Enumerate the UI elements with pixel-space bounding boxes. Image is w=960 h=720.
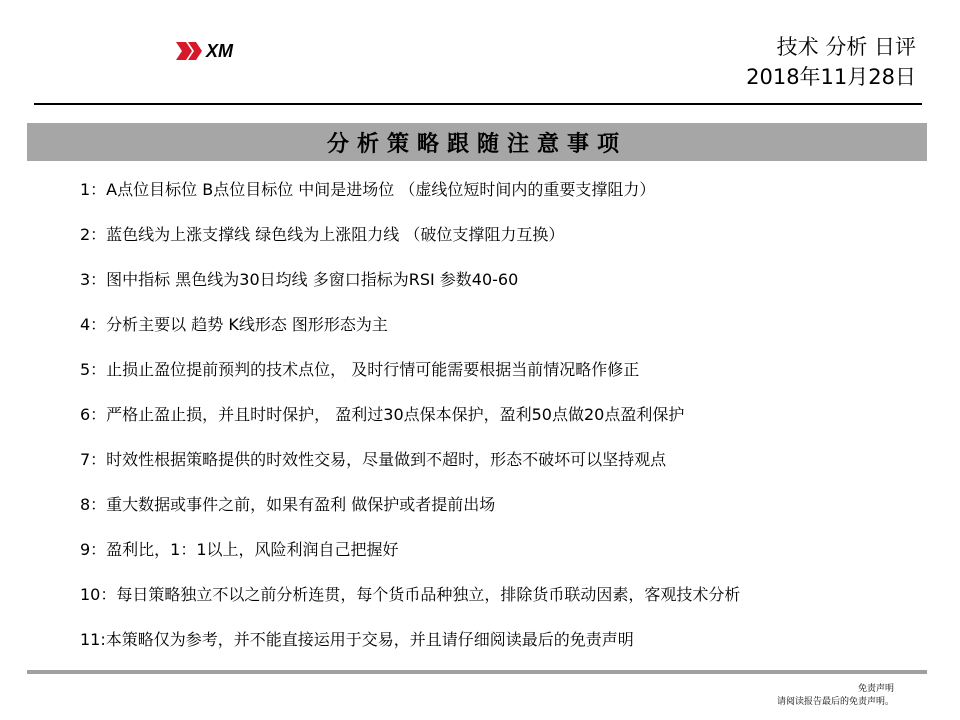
list-item: 1：A点位目标位 B点位目标位 中间是进场位 （虚线位短时间内的重要支撑阻力） bbox=[80, 180, 656, 199]
list-item: 3：图中指标 黑色线为30日均线 多窗口指标为RSI 参数40-60 bbox=[80, 270, 519, 289]
xm-logo bbox=[176, 38, 256, 64]
disclaimer-footer bbox=[777, 683, 894, 709]
section-title: 分析策略跟随注意事项 bbox=[326, 131, 627, 157]
list-item: 7：时效性根据策略提供的时效性交易，尽量做到不超时，形态不破坏可以坚持观点 bbox=[80, 450, 667, 469]
section-title-bar bbox=[27, 123, 927, 161]
list-item: 5：止损止盈位提前预判的技术点位， 及时行情可能需要根据当前情况略作修正 bbox=[80, 360, 640, 379]
footer-divider bbox=[27, 670, 927, 674]
svg-text:XM: XM bbox=[206, 41, 233, 61]
list-item: 11:本策略仅为参考，并不能直接运用于交易，并且请仔细阅读最后的免责声明 bbox=[80, 630, 634, 649]
report-title: 技术 分析 日评 bbox=[776, 35, 916, 59]
header-divider bbox=[34, 103, 922, 105]
list-item: 4：分析主要以 趋势 K线形态 图形形态为主 bbox=[80, 315, 388, 334]
report-header bbox=[746, 33, 916, 91]
list-item: 8：重大数据或事件之前，如果有盈利 做保护或者提前出场 bbox=[80, 495, 496, 514]
disclaimer-heading: 免责声明 bbox=[857, 684, 894, 694]
report-date: 2018年11月28日 bbox=[746, 65, 916, 89]
list-item: 2：蓝色线为上涨支撑线 绿色线为上涨阻力线 （破位支撑阻力互换） bbox=[80, 225, 565, 244]
list-item: 10：每日策略独立不以之前分析连贯，每个货币品种独立，排除货币联动因素，客观技术分析 bbox=[80, 585, 741, 604]
list-item: 6：严格止盈止损，并且时时保护， 盈利过30点保本保护，盈利50点做20点盈利保护 bbox=[80, 405, 685, 424]
disclaimer-note: 请阅读报告最后的免责声明。 bbox=[776, 697, 894, 707]
notes-list bbox=[80, 176, 940, 671]
list-item: 9：盈利比，1：1以上，风险利润自己把握好 bbox=[80, 540, 399, 559]
